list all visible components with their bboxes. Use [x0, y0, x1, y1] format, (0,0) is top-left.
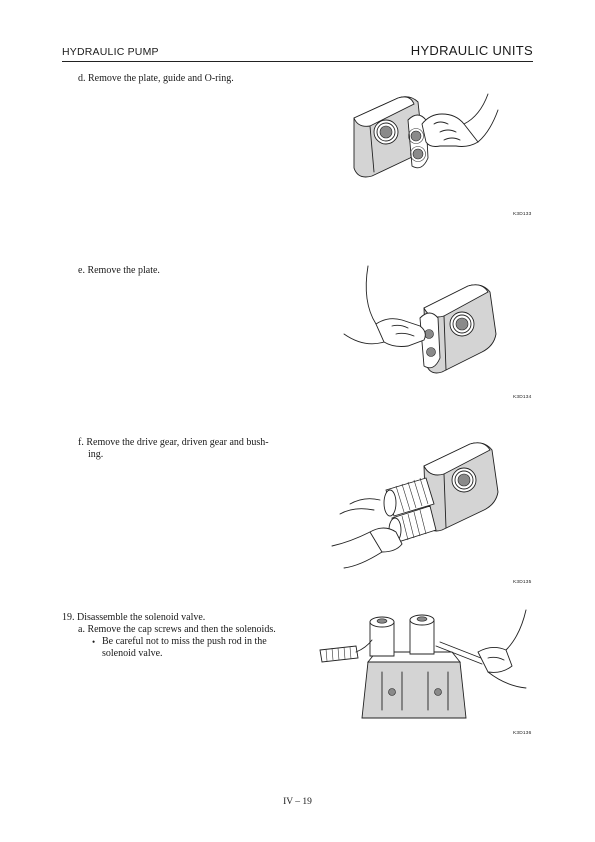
step-e-text: e. Remove the plate. [78, 265, 160, 276]
figure-code-k3d136: K3D136 [513, 731, 532, 736]
figure-code-k3d135: K3D135 [513, 580, 532, 585]
step-19-text: 19. Disassemble the solenoid valve. [62, 612, 206, 623]
figure-disassemble-solenoid-valve [312, 606, 532, 731]
figure-remove-plate [340, 262, 535, 387]
figure-code-k3d133: K3D133 [513, 212, 532, 217]
bullet-text-line2: solenoid valve. [102, 648, 163, 659]
figure-remove-plate-guide-oring [340, 80, 535, 205]
bullet-text-line1: Be careful not to miss the push rod in the [102, 636, 267, 647]
figure-remove-gears-bushing [330, 440, 530, 575]
header-rule [62, 61, 533, 62]
figure-code-k3d134: K3D134 [513, 395, 532, 400]
step-d-text: d. Remove the plate, guide and O-ring. [78, 73, 234, 84]
header-section-title: HYDRAULIC PUMP [62, 46, 159, 58]
page-number: IV – 19 [283, 797, 312, 807]
step-19a-text: a. Remove the cap screws and then the solenoids. [78, 624, 276, 635]
bullet-dot: • [92, 637, 96, 647]
header-chapter-title: HYDRAULIC UNITS [410, 43, 533, 58]
step-f-text-line1: f. Remove the drive gear, driven gear and bush- [78, 437, 269, 448]
step-f-text-line2: ing. [88, 449, 104, 460]
